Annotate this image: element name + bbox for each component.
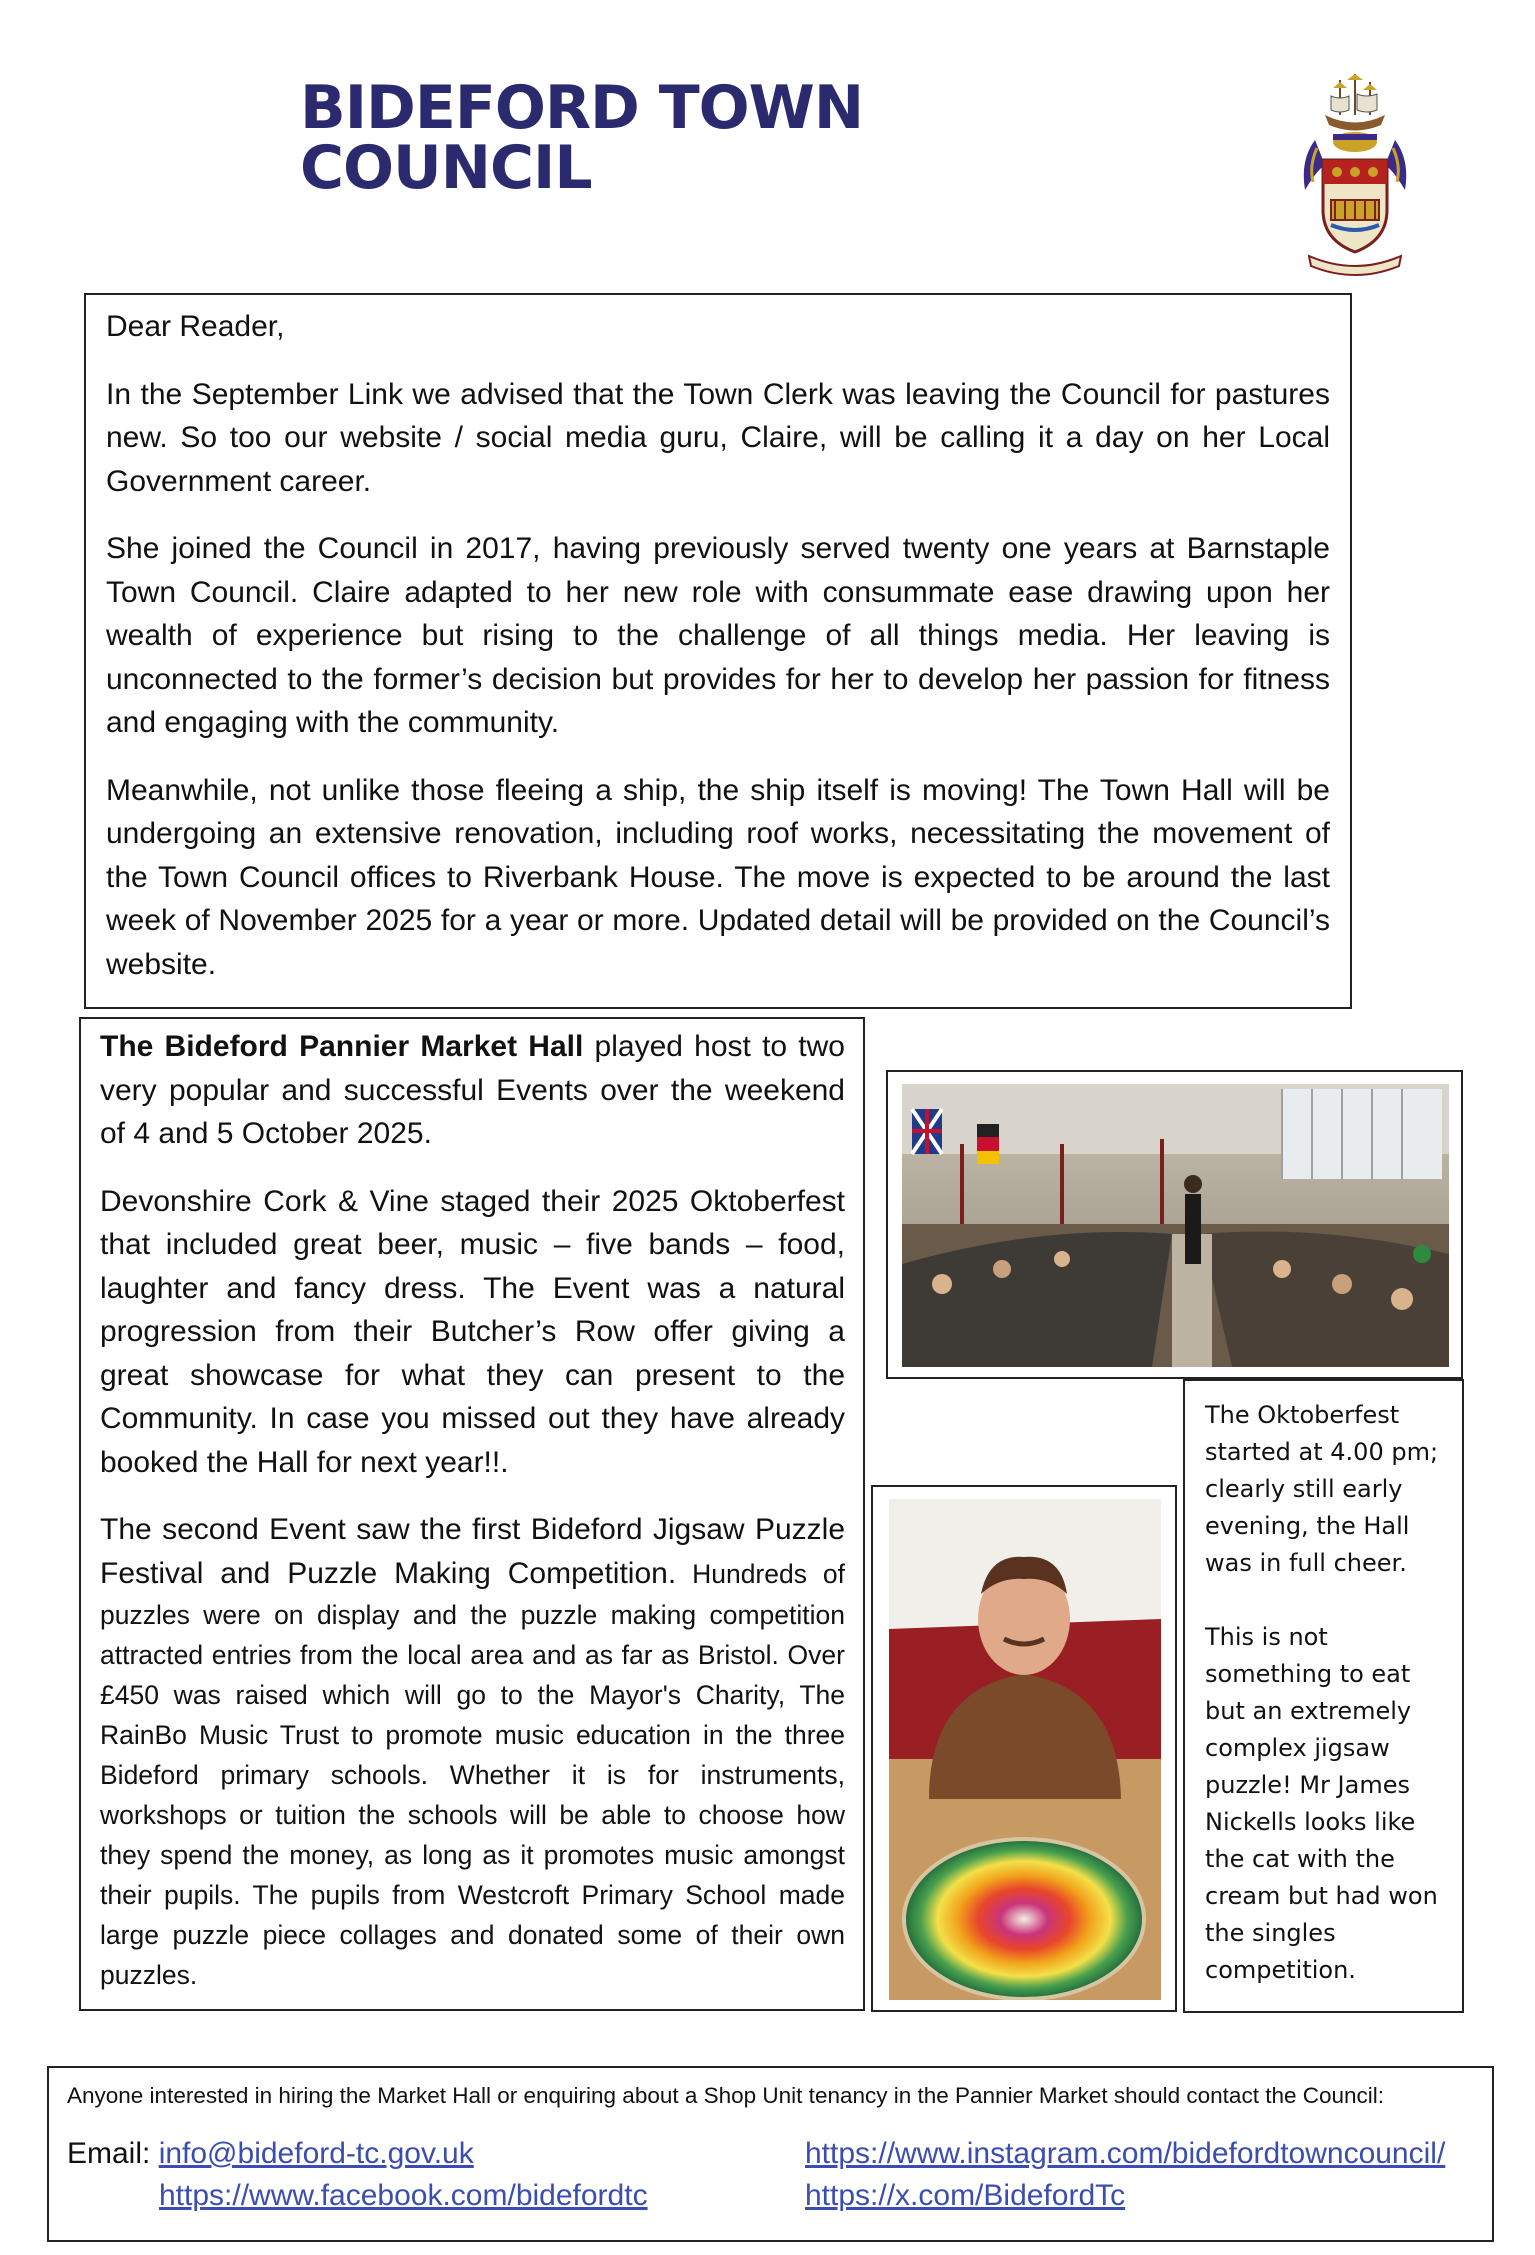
photo-caption-box (1183, 1379, 1464, 2013)
market-lead-rest: played host to two very popular and successful Events over the weekend of 4 and 5 October 2025. (100, 1030, 845, 1150)
x-row (805, 2178, 1125, 2214)
contact-intro: Anyone interested in hiring the Market Hall or enquiring about a Shop Unit tenancy in the Pannier Market should contact the Council: (67, 2083, 1385, 2108)
page-title: BIDEFORD TOWN COUNCIL (300, 73, 864, 203)
market-paragraph-2: Devonshire Cork & Vine staged their 2025 Oktoberfest that included great beer, music – five bands – food, laughter and fancy dress. The Event was a natural progression from their Butcher’s Row offer giving a great showcase for what they can present to the Community. In case you missed out they have already booked the Hall for next year!!. (100, 1184, 845, 1479)
oktoberfest-photo-frame (886, 1070, 1463, 1379)
market-article-box (79, 1017, 865, 2011)
contact-box (47, 2066, 1494, 2242)
letter-paragraph-1: In the September Link we advised that the Town Clerk was leaving the Council for pastures new. So too our website / social media guru, Claire, will be calling it a day on her Local Government career. (106, 377, 1330, 498)
market-paragraph-3 (100, 1508, 845, 1995)
email-label: Email: (67, 2137, 159, 2170)
email-row (67, 2136, 474, 2172)
letter-greeting: Dear Reader, (106, 310, 285, 343)
jigsaw-photo-frame (871, 1485, 1177, 2012)
market-lead-bold: The Bideford Pannier Market Hall (100, 1030, 584, 1063)
crest-icon (1295, 70, 1415, 280)
instagram-row (805, 2136, 1445, 2172)
caption-oktoberfest: The Oktoberfest started at 4.00 pm; clearly still early evening, the Hall was in full cheer. (1205, 1401, 1439, 1577)
instagram-link[interactable]: https://www.instagram.com/bidefordtowncouncil/ (805, 2137, 1446, 2170)
facebook-link[interactable]: https://www.facebook.com/bidefordtc (159, 2179, 648, 2212)
caption-jigsaw: This is not something to eat but an extremely complex jigsaw puzzle! Mr James Nickells looks like the cat with the cream but had won the singles competition. (1205, 1623, 1438, 1984)
market-paragraph-1 (100, 1025, 845, 1156)
letter-paragraph-2: She joined the Council in 2017, having previously served twenty one years at Barnstaple Town Council. Claire adapted to her new role with consummate ease drawing upon her wealth of experience but rising to the challenge of all things media. Her leaving is unconnected to the former’s decision but provides for her to develop her passion for fitness and engaging with the community. (106, 532, 1330, 739)
jigsaw-puzzle-photo (889, 1499, 1159, 2000)
letter-box (84, 293, 1352, 1009)
email-link[interactable]: info@bideford-tc.gov.uk (158, 2137, 474, 2170)
market-paragraph-3-lead: The second Event saw the first Bideford Jigsaw Puzzle Festival and Puzzle Making Competition. (100, 1513, 845, 1590)
oktoberfest-hall-photo (902, 1084, 1447, 1367)
market-paragraph-3-rest: Hundreds of puzzles were on display and the puzzle making competition attracted entries from the local area and as far as Bristol. Over £450 was raised which will go to the Mayor's Charity, The RainBo Music Trust to promote music education in the three Bideford primary schools. Whether it is for instruments, workshops or tuition the schools will be able to choose how they spend the money, as long as it promotes music amongst their pupils. The pupils from Westcroft Primary School made large puzzle piece collages and donated some of their own puzzles. (100, 1558, 845, 1990)
letter-paragraph-3: Meanwhile, not unlike those fleeing a ship, the ship itself is moving! The Town Hall will be undergoing an extensive renovation, including roof works, necessitating the movement of the Town Council offices to Riverbank House. The move is expected to be around the last week of November 2025 for a year or more. Updated detail will be provided on the Council’s website. (106, 773, 1330, 981)
facebook-row (159, 2178, 648, 2214)
x-link[interactable]: https://x.com/BidefordTc (805, 2179, 1126, 2212)
